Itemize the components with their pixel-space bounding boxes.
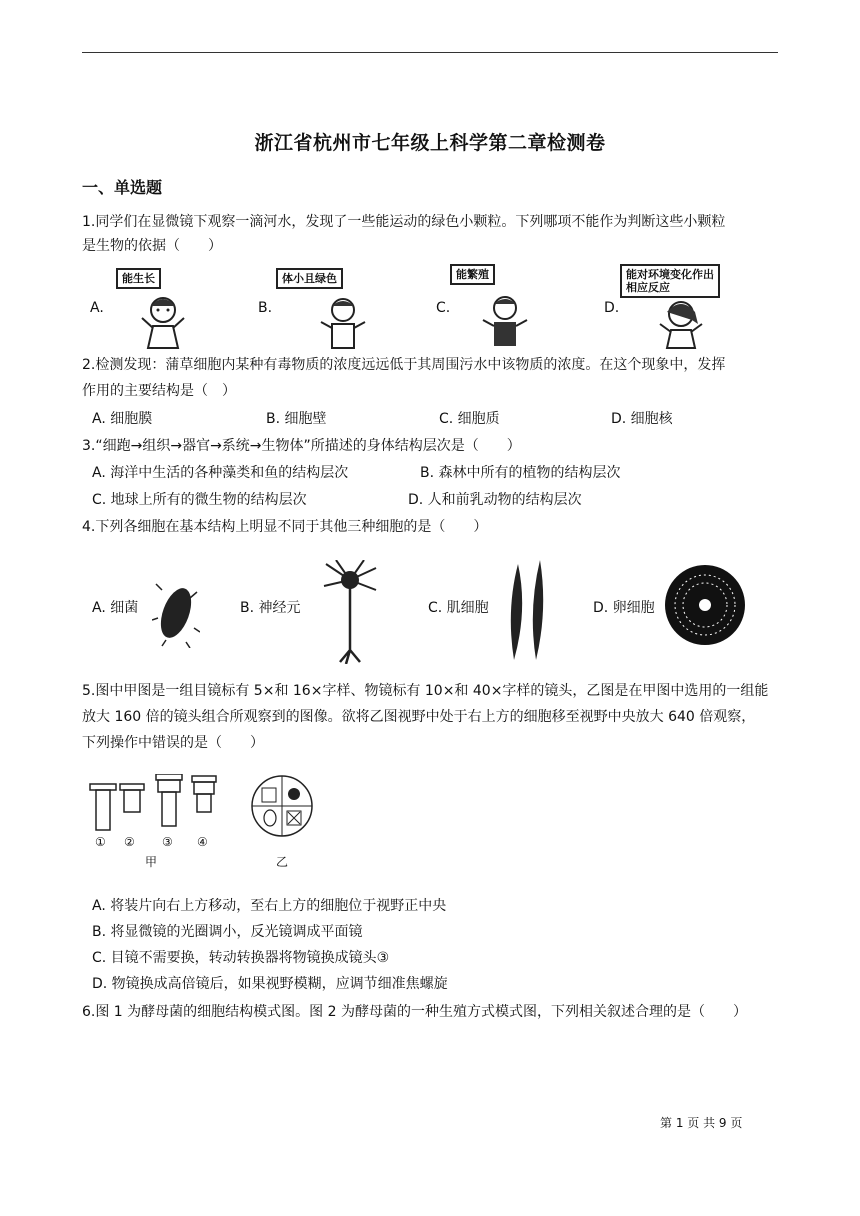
q3-stem: 3.“细跑→组织→器官→系统→生物体”所描述的身体结构层次是（ ） [82, 438, 521, 454]
girl-cartoon-icon [138, 292, 188, 350]
boy-cartoon-icon [318, 294, 368, 350]
q4-stem: 4.下列各细胞在基本结构上明显不同于其他三种细胞的是（ ） [82, 519, 488, 535]
q1-option-c-bubble: 能繁殖 [450, 264, 495, 285]
muscle-cell-icon [500, 560, 556, 664]
q3-option-d: D. 人和前乳动物的结构层次 [408, 492, 582, 508]
figure-jia-caption: 甲 [145, 855, 158, 869]
neuron-icon [320, 560, 380, 664]
girl-cartoon-icon [656, 298, 706, 350]
bacterium-icon [152, 578, 200, 648]
q1-option-c-label: C. [436, 300, 451, 316]
q5-option-b: B. 将显微镜的光圈调小，反光镜调成平面镜 [92, 924, 363, 940]
q1-stem-line2: 是生物的依据（ ） [82, 238, 222, 254]
q5-option-a: A. 将装片向右上方移动，至右上方的细胞位于视野正中央 [92, 898, 447, 914]
q1-option-d-bubble: 能对环境变化作出相应反应 [620, 264, 720, 298]
q5-stem-line2: 放大 160 倍的镜头组合所观察到的图像。欲将乙图视野中处于右上方的细胞移至视野中央放大 640 倍观察， [82, 709, 756, 725]
section-heading: 一、单选题 [82, 178, 163, 197]
figure-yi-caption: 乙 [276, 855, 289, 869]
q1-option-b-bubble: 体小且绿色 [276, 268, 343, 289]
q2-option-d: D. 细胞核 [611, 411, 673, 427]
page-title: 浙江省杭州市七年级上科学第二章检测卷 [254, 132, 606, 154]
q2-stem-line2: 作用的主要结构是（ ） [82, 383, 236, 399]
q4-option-b: B. 神经元 [240, 600, 301, 616]
q6-stem: 6.图 1 为酵母菌的细胞结构模式图。图 2 为酵母菌的一种生殖方式模式图，下列相关叙述合理的是（ ） [82, 1004, 747, 1020]
q3-option-b: B. 森林中所有的植物的结构层次 [420, 465, 621, 481]
q1-option-a-label: A. [90, 300, 104, 316]
q2-option-b: B. 细胞壁 [266, 411, 327, 427]
header-rule [82, 52, 778, 53]
page-footer: 第 1 页 共 9 页 [660, 1116, 743, 1130]
q2-stem-line1: 2.检测发现：蒲草细胞内某种有毒物质的浓度远远低于其周围污水中该物质的浓度。在这个现象中，发挥 [82, 357, 726, 373]
q4-option-c: C. 肌细胞 [428, 600, 489, 616]
lens-label-1: ① [95, 835, 106, 849]
lens-label-3: ③ [162, 835, 173, 849]
q4-option-d: D. 卵细胞 [593, 600, 655, 616]
q1-option-d-label: D. [604, 300, 620, 316]
boy-cartoon-icon [480, 292, 530, 350]
lens-label-4: ④ [197, 835, 208, 849]
q3-option-c: C. 地球上所有的微生物的结构层次 [92, 492, 307, 508]
q1-stem-line1: 1.同学们在显微镜下观察一滴河水，发现了一些能运动的绿色小颗粒。下列哪项不能作为判断这些小颗粒 [82, 214, 726, 230]
q4-option-a: A. 细菌 [92, 600, 139, 616]
q2-option-c: C. 细胞质 [439, 411, 500, 427]
q1-option-a-bubble: 能生长 [116, 268, 161, 289]
egg-cell-icon [664, 564, 746, 646]
q3-option-a: A. 海洋中生活的各种藻类和鱼的结构层次 [92, 465, 349, 481]
q5-option-d: D. 物镜换成高倍镜后，如果视野模糊，应调节细准焦螺旋 [92, 976, 448, 992]
q5-stem-line3: 下列操作中错误的是（ ） [82, 735, 264, 751]
microscope-view-figure [250, 774, 314, 838]
q1-option-b-label: B. [258, 300, 273, 316]
lens-label-2: ② [124, 835, 135, 849]
q2-option-a: A. 细胞膜 [92, 411, 153, 427]
q5-option-c: C. 目镜不需要换，转动转换器将物镜换成镜头③ [92, 950, 390, 966]
q5-stem-line1: 5.图中甲图是一组目镜标有 5×和 16×字样、物镜标有 10×和 40×字样的镜头，乙图是在甲图中选用的一组能 [82, 683, 769, 699]
